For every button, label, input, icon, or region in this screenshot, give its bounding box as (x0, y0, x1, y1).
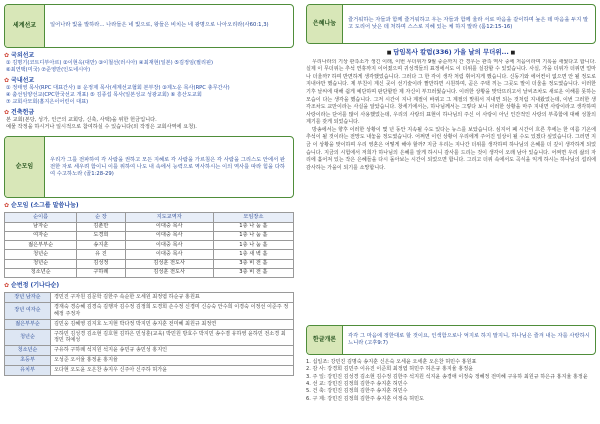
table-cell: 김성훈 전도사 (125, 268, 213, 277)
column-header: 모임장소 (213, 213, 293, 222)
bullet-icon: ✿ (4, 109, 10, 117)
table-cell: 이대중 목사 (125, 222, 213, 231)
table-cell: 이대중 목사 (125, 241, 213, 250)
table-cell: 김춘만 (77, 222, 125, 231)
soon-mo-box (4, 136, 294, 198)
table-cell: 구하례 (77, 268, 125, 277)
row-label: 청소년순 (5, 346, 51, 356)
row-label: 초등부 (5, 356, 51, 366)
row-value: 구유하 구하례 석지원 석지윤 송민규 송민성 홍지인 (51, 346, 294, 356)
column-header: 순 장 (77, 213, 125, 222)
devotional-paragraph: 우리나라의 기상 관측소가 생긴 이래, 이번 무더위가 9월 중순까지 간 경우는 관측 역사 중에 처음이라며 기록을 새웠다고 합니다. 실제 이 무더위는 추석 연휴까지 이어졌으며 귀성객들의 표정에서도 이 더위를 실감할 수 있었습니다. 사실, 가을 더위가 더위면 얼마나 더울까? 하며 반면하게 생각했었습니다. 그러다 그 한 각이 생각 처럼 휘어지게 했습니다. 신동기와 에어컨이 없으면 안 될 정도로 지내야만 했습니다. 제 부친이 계신 곳이 선기술이라 짤만하면 시원하며, 곧은 주택 끼는 그곳도 말이 더울을 정도였습니다. 이러한 기후 날씨에 대해 쉽게 예단하며 판단할만 제 자신이 부끄러웠습니다. 이러한 상황을 맞닥뜨리고서 날씨조차도 새로운 이해를 못하는 모습이 다는 생각을 했습니다. 그저 시간이 지나 계절이 바뀌고 그 계절의 맞춰서 지내면 되는 것처럼 지내왔었는데, 이번 그러한 생각조차도 교만이라는 사실을 알았습니다. 창세기에서는, 하나님께서는 그렇다 보니 이러한 상황을 마주 지내면 사랑이라고 생각하며 사랑이라는 단어를 많이 사용했었는데, 우리의 사랑의 표현이 하나님의 주신 이 사랑이 아닌 인간적인 사랑의 부족함에 대해 성찰의 계기를 갖게 되었습니다. (306, 58, 596, 126)
table-row (5, 241, 294, 250)
grace-verse: 즐거워하는 자들과 함께 즐거워하고 우는 자들과 함께 울라 서로 마음을 같이하며 높은 데 마음을 두지 말고 도리어 낮은 데 처하며 스스로 지혜 있는 체 하지 말라 (롬12:15-16) (348, 16, 589, 30)
bullet-icon: ✿ (4, 202, 10, 210)
row-value: 경민진 구자원 김문학 김한주 속순한 오세원 최정엽 하순규 홍원표 (51, 293, 294, 303)
right-column (306, 4, 596, 420)
section-line: ④ 춤선임양선교(CPC한국선교 개표) ⑤ 김종섭 목사(일본성교 성광교회) ⑥ 흥산도교회 (6, 92, 202, 99)
section-line: ⑥최연택(미국) ⑦준영만(인도네시아) (6, 67, 91, 74)
table-cell: 3층 비 전 홀 (213, 259, 293, 268)
section-title: ✿ 국내선교 (4, 77, 35, 85)
devotional-title: ■ 담임목사 칼럼(336) 가을 날의 무더위... ■ (386, 48, 516, 56)
row-value: 오다현 오도윤 오은찬 송지우 신주아 신주하 허가윤 (51, 366, 294, 376)
korean-verse-text: 각각 그 마음에 정한대로 할 것이요, 인색함으로나 억지로 하지 말지니, 하나님은 즐겨 내는 자를 사랑하시느니라 (고후9:7) (348, 332, 590, 346)
section-line: ① 김명기(코트디부아르) ②이현옥(대만) ③이철선(러시아) ④최재현(일본) ⑤김정임(필리핀) (6, 60, 214, 67)
row-label: 젊은부부순 (5, 319, 51, 329)
prayer-section-domestic (4, 77, 294, 106)
section-line: ⑦ 교회사모회(홈지은이어린이 대표) (6, 99, 89, 106)
left-column (4, 4, 294, 420)
row-value: 구하민 김성경 김소현 김호현 김하은 민성훈(교육) 박민원 방효수 박지민 송수겸 유하영 윤하민 전소경 최정민 허예성 (51, 329, 294, 346)
korean-verse-label: 한글개론 (307, 326, 343, 354)
table-row (5, 319, 294, 329)
row-value: 김민웅 김혜영 김지호 노지현 박다정 박지민 송지훈 전미혜 최원규 최정연 (51, 319, 294, 329)
soon-schedule-table (4, 212, 294, 277)
grace-label: 은혜나눔 (307, 5, 343, 43)
table-row (5, 366, 294, 376)
list-item: 6. 구 제: 강민진 김정희 김한주 송지훈 이정숙 허민도 (306, 395, 424, 402)
section-title: ✿ 국외선교 (4, 52, 35, 59)
bullet-icon: ✿ (4, 52, 10, 59)
service-schedule-table (4, 292, 294, 376)
table-cell: 도경희 (77, 231, 125, 240)
section-line: ① 정태영 목사(RPC 대표간사) ② 운정제 목사(세계선교협회 본부장) ③제노운 목사(RPC 총무간사) (6, 85, 230, 92)
table-cell: 김성정 (77, 259, 125, 268)
square-bullet-icon: ■ (386, 50, 394, 56)
soon-mo-verse: 우리가 그를 전파하여 각 사람을 권하고 모든 지혜로 각 사람을 가르침은 각 사람을 그리스도 안에서 완전한 자로 세우려 함이니 이를 위하여 나도 내 속에서 능력으로 역사하시는 이의 역사를 따라 힘을 다하여 수고하노라 (골1:28-29) (50, 156, 286, 177)
table-row (5, 231, 294, 240)
table-row (5, 268, 294, 277)
section-title: ✿ 건축헌금 (4, 109, 35, 117)
row-label: 유치부 (5, 366, 51, 376)
service-schedule-title: ✿ 순번정 (기나다순) (4, 281, 60, 289)
table-cell: 1층 새 벽 홀 (213, 250, 293, 259)
table-cell: 여자순 (5, 231, 77, 240)
table-cell: 송지훈 (77, 241, 125, 250)
prayer-section-overseas (4, 52, 294, 74)
world-mission-label: 세계선교 (5, 5, 45, 47)
table-cell: 이대중 목사 (125, 250, 213, 259)
table-row (5, 302, 294, 319)
square-bullet-icon: ■ (508, 50, 516, 56)
row-value: 경재숙 경승혜 김경숙 김행자 김수정 김정희 도경희 손수정 신경미 신승숙 안수희 이경숙 이정선 이준주 정혜정 주정자 (51, 302, 294, 319)
list-item: 2. 감 사: 강경희 김민주 이유진 이준희 최정엽 허민주 허은규 홍지율 홍정윤 (306, 366, 474, 373)
section-line: 예물 작정을 하시거나 일시적으로 참여하실 수 있습니다(외 작정은 교회사역에 요청). (6, 124, 197, 131)
soon-mo-label: 순모임 (5, 137, 45, 197)
row-label: 장년 남자순 (5, 293, 51, 303)
table-row (5, 222, 294, 231)
table-row (5, 293, 294, 303)
table-row (5, 356, 294, 366)
table-row (5, 250, 294, 259)
column-header: 지도교역자 (125, 213, 213, 222)
bullet-icon: ✿ (4, 281, 10, 289)
table-header-row (5, 213, 294, 222)
list-item: 1. 십일조: 강민진 김명숙 송지훈 신은숙 오세윤 오세훈 오은찬 허민수 홍원표 (306, 358, 477, 365)
section-line: 본 교회(본당, 성가, 인근의 교회당, 신축, 사택)을 위한 헌금입니다. (6, 117, 157, 124)
column-header: 순이름 (5, 213, 77, 222)
bullet-icon: ✿ (4, 77, 10, 85)
prayer-section-building (4, 109, 294, 131)
table-row (5, 346, 294, 356)
table-cell: 청년순 (5, 259, 77, 268)
table-cell: 1층 나 눔 홀 (213, 241, 293, 250)
world-mission-box (4, 4, 294, 48)
table-cell: 1층 나 눔 홀 (213, 231, 293, 240)
table-cell: 남자순 (5, 222, 77, 231)
row-label: 장년 여자순 (5, 302, 51, 319)
table-cell: 이대중 목사 (125, 231, 213, 240)
row-label: 청년순 (5, 329, 51, 346)
table-cell: 김성훈 전도사 (125, 259, 213, 268)
devotional-body (306, 59, 596, 321)
table-cell: 젊은부부순 (5, 241, 77, 250)
list-item: 4. 선 교: 강민진 김정희 김한주 송지훈 허민수 (306, 380, 408, 387)
list-item: 5. 건 축: 강민진 김정희 김한주 송지훈 허민수 (306, 388, 408, 395)
soon-schedule-title: ✿ 순모임 (소그룹 말씀나눔) (4, 202, 79, 210)
devotional-paragraph: 방송에서는 향후 이러한 상황이 몇 년 동안 지속될 수도 있다는 뉴스를 보았습니다. 심지어 폐 시간이 흐른 후에는 한 여름 기온에 추석이 될 것이라는 전망도 내놓을 정도였습니다. 어쩌면 이런 상황이 우리에게 주어진 일상이 될 수도 있겠다 싶었습니다. 그러면 지금 이 상황을 맞이하며 우리 영혼은 어떻게 해야 할까? 지금 우리는 지나간 더위를 생각하며 하나님의 은혜를 더 깊이 생각하게 되었습니다. 지금의 시험에서 저희가 하나님의 은혜를 알게 하시니 감사를 드리는 것이 생각이 오래 남아 있습니다. 어쩌면 우리 삶의 자리에 흩어져 있는 작은 은혜들을 다시 돌아보는 시간이 되었으면 합니다. 그리고 더위 속에서도 곡식을 익게 하시는 하나님의 섭리에 감사하는 가을이 되기를 소망합니다. (306, 126, 596, 171)
table-row (5, 329, 294, 346)
table-cell: 청년순 (5, 250, 77, 259)
table-cell: 1층 나 눔 홀 (213, 222, 293, 231)
table-cell: 청소년순 (5, 268, 77, 277)
table-cell: 유 진 (77, 250, 125, 259)
list-item: 3. 주 일: 강민진 김성경 김소현 김수정 김한주 석지원 석지윤 송경애 이정숙 정혜정 전미혜 구유하 최원규 하은규 홍지율 홍정윤 (306, 373, 588, 380)
korean-verse-box (306, 325, 596, 355)
table-cell: 3층 비 전 홀 (213, 268, 293, 277)
world-mission-verse: 일어나라 빛을 발하라... 나라들은 네 빛으로, 왕들은 비치는 네 광명으로 나아오리라(사60:1,3) (50, 22, 269, 29)
table-row (5, 259, 294, 268)
grace-box (306, 4, 596, 44)
offering-list (306, 359, 596, 403)
row-value: 오성준 오서율 홍정윤 홍지율 (51, 356, 294, 366)
